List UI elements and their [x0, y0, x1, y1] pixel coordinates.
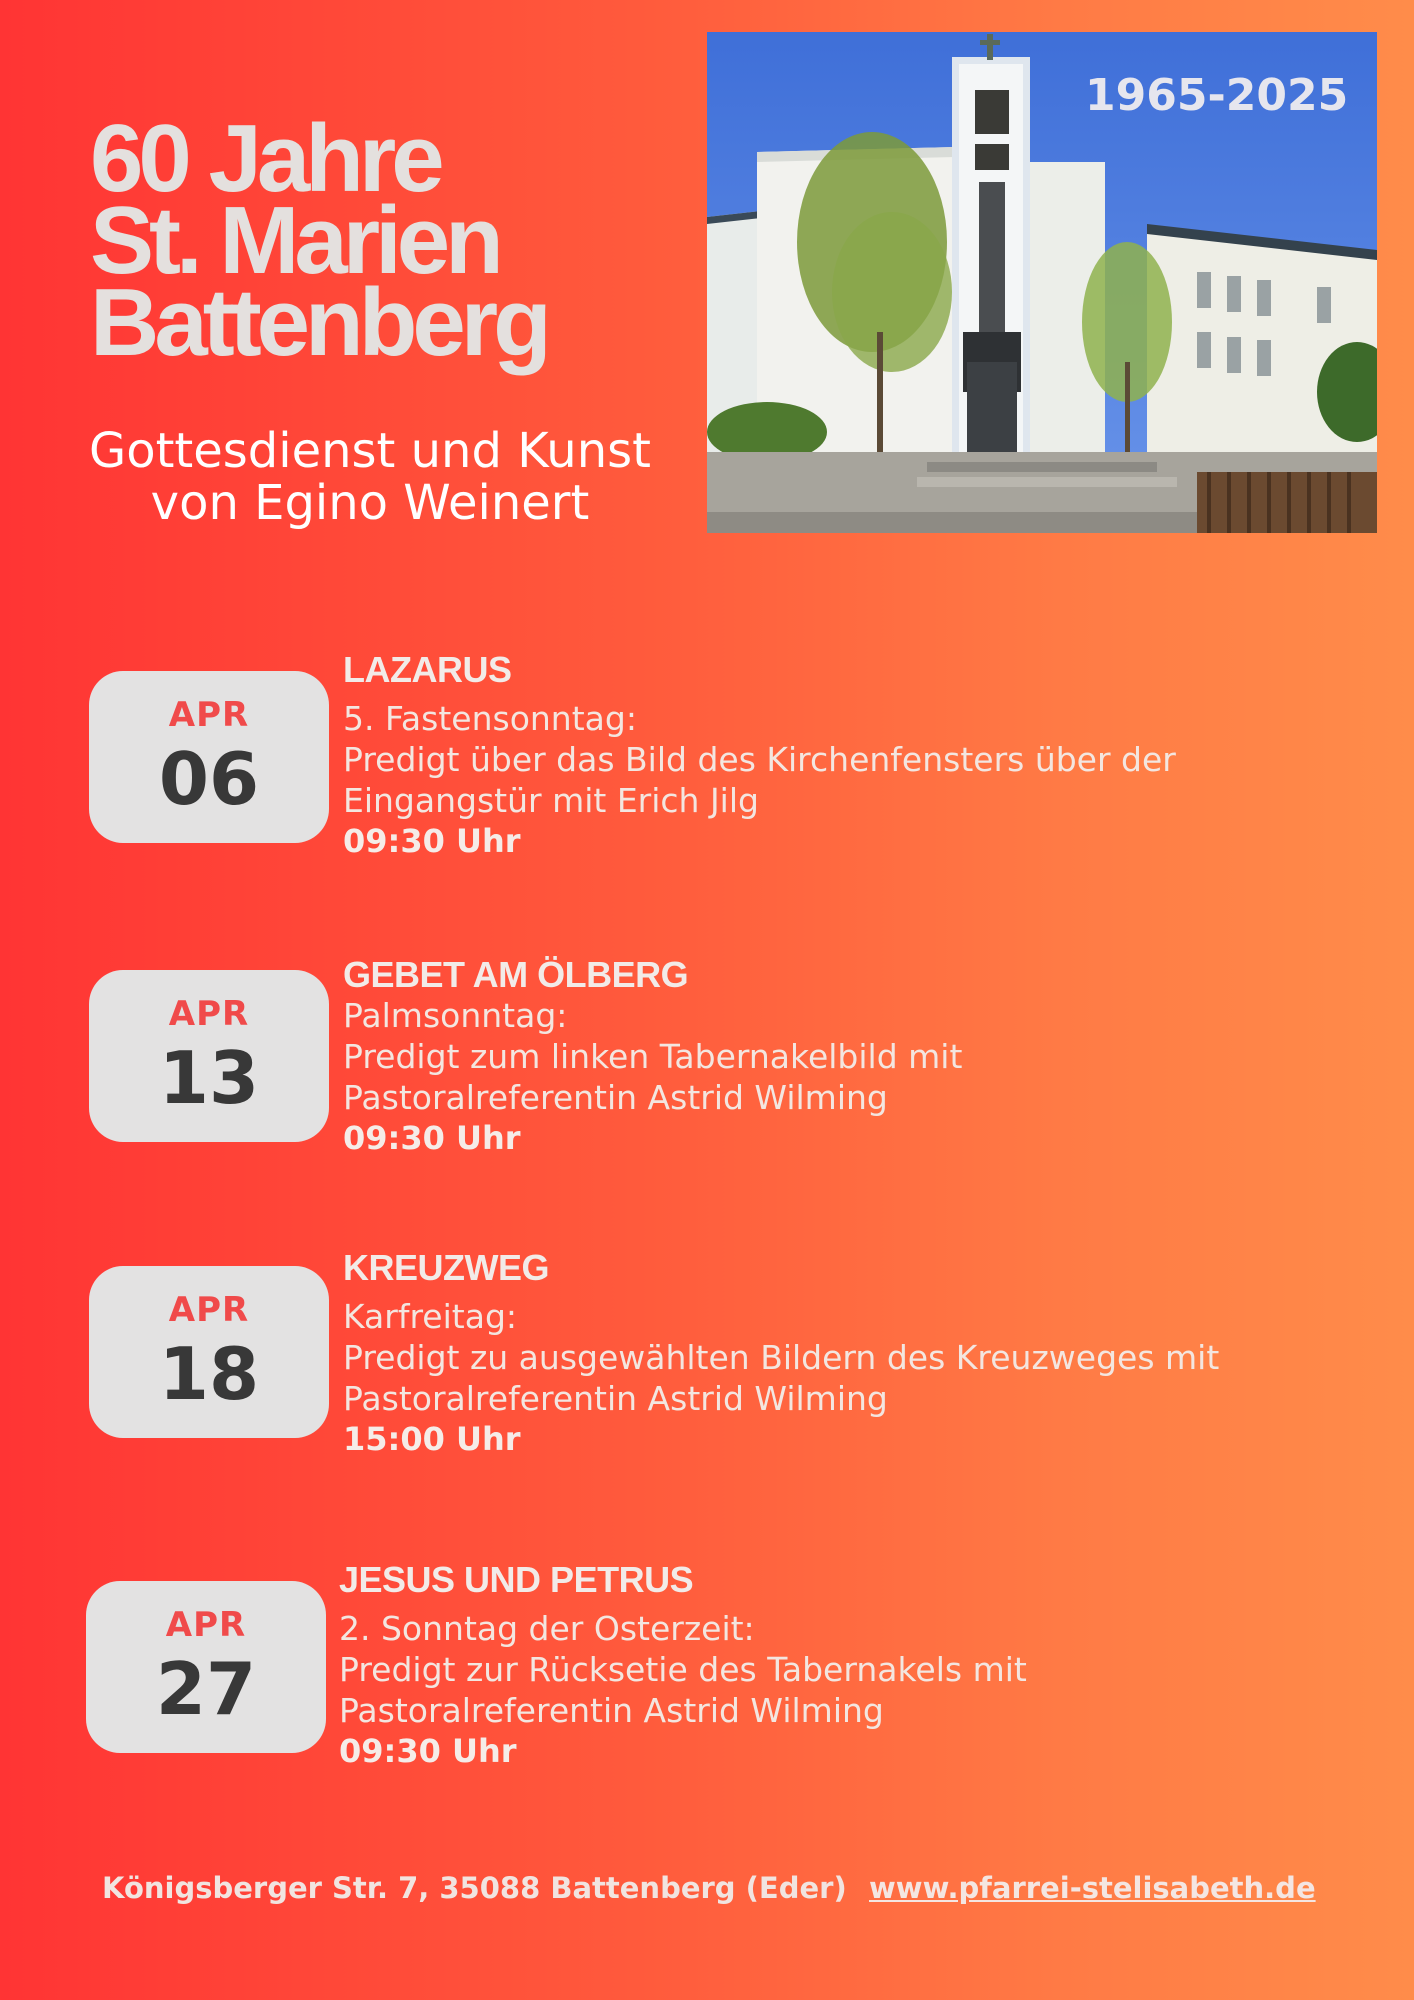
title-line-2: St. Marien — [90, 187, 499, 294]
event-title: KREUZWEG — [343, 1247, 549, 1288]
footer-address: Königsberger Str. 7, 35088 Battenberg (Eder) — [102, 1871, 847, 1905]
event-title: JESUS UND PETRUS — [339, 1559, 694, 1600]
date-month: APR — [165, 1605, 247, 1645]
anniversary-years: 1965-2025 — [1085, 70, 1349, 121]
event-line: 2. Sonntag der Osterzeit: — [339, 1609, 755, 1648]
date-day: 27 — [155, 1647, 257, 1731]
date-box — [89, 970, 329, 1142]
event-time: 15:00 Uhr — [343, 1420, 521, 1458]
date-box — [89, 1266, 329, 1438]
footer-website-link[interactable]: www.pfarrei-stelisabeth.de — [869, 1871, 1316, 1905]
event-title: LAZARUS — [343, 649, 512, 690]
subtitle — [40, 425, 700, 529]
event-line: Predigt über das Bild des Kirchenfensters über der — [343, 740, 1176, 779]
title-line-1: 60 Jahre — [90, 105, 440, 212]
event-line: 5. Fastensonntag: — [343, 699, 637, 738]
event-line: Predigt zur Rücksetie des Tabernakels mit — [339, 1650, 1027, 1689]
event-info — [339, 1560, 1339, 1772]
date-month: APR — [168, 1290, 250, 1330]
event-line: Karfreitag: — [343, 1297, 518, 1336]
event-line: Pastoralreferentin Astrid Wilming — [343, 1078, 888, 1117]
date-month: APR — [168, 994, 250, 1034]
event-line: Palmsonntag: — [343, 996, 568, 1035]
event-line: Pastoralreferentin Astrid Wilming — [339, 1691, 884, 1730]
date-month: APR — [168, 695, 250, 735]
subtitle-line-2: von Egino Weinert — [150, 475, 590, 531]
event-time: 09:30 Uhr — [343, 1119, 521, 1157]
event-title: GEBET AM ÖLBERG — [343, 954, 689, 995]
event-info — [343, 1248, 1343, 1460]
date-box — [86, 1581, 326, 1753]
page-title — [90, 105, 690, 376]
date-day: 06 — [158, 737, 260, 821]
event-info — [343, 650, 1343, 862]
date-day: 13 — [158, 1036, 260, 1120]
event-info — [343, 955, 1343, 1159]
event-line: Predigt zu ausgewählten Bildern des Kreuzweges mit — [343, 1338, 1220, 1377]
event-time: 09:30 Uhr — [343, 822, 521, 860]
date-box — [89, 671, 329, 843]
event-line: Eingangstür mit Erich Jilg — [343, 781, 759, 820]
subtitle-line-1: Gottesdienst und Kunst — [89, 423, 651, 479]
event-line: Pastoralreferentin Astrid Wilming — [343, 1379, 888, 1418]
event-time: 09:30 Uhr — [339, 1732, 517, 1770]
event-line: Predigt zum linken Tabernakelbild mit — [343, 1037, 963, 1076]
title-line-3: Battenberg — [90, 269, 547, 376]
date-day: 18 — [158, 1332, 260, 1416]
